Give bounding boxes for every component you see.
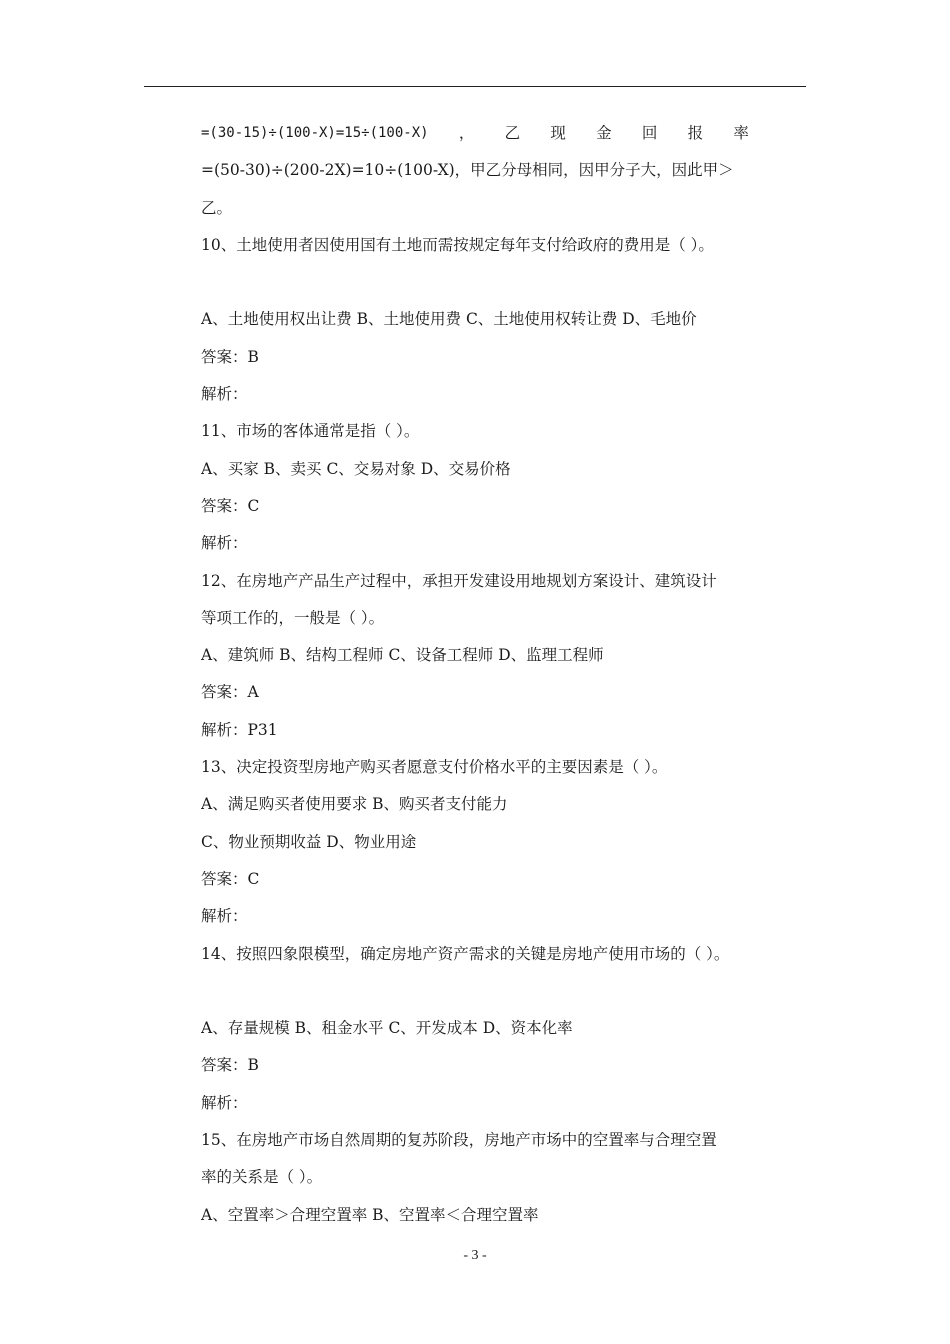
spread-char: 现 [550,124,566,142]
options-13-line-1: A、满足购买者使用要求 B、购买者支付能力 [201,795,508,814]
answer-11: 答案：C [201,496,260,515]
spread-char: 率 [733,124,749,142]
spread-char: 金 [596,124,612,142]
continuation-line-1 [201,115,749,152]
question-10: 10、土地使用者因使用国有土地而需按规定每年支付给政府的费用是（ ）。 [201,235,714,254]
formula-text: =(30-15)÷(100-X)=15÷(100-X) [201,125,429,141]
options-11: A、买家 B、卖买 C、交易对象 D、交易价格 [201,459,511,478]
question-15-line-1: 15、在房地产市场自然周期的复苏阶段，房地产市场中的空置率与合理空置 [201,1131,717,1150]
analysis-11: 解析： [201,534,248,553]
analysis-10: 解析： [201,385,248,404]
question-12-line-2: 等项工作的，一般是（ ）。 [201,608,385,627]
continuation-line-3: 乙。 [201,198,233,217]
document-body [201,115,749,1234]
analysis-12: 解析：P31 [201,720,278,739]
spread-char: ， [458,124,475,142]
question-15-line-2: 率的关系是（ ）。 [201,1168,323,1187]
answer-10: 答案：B [201,347,259,366]
options-15: A、空置率＞合理空置率 B、空置率＜合理空置率 [201,1205,539,1224]
options-14: A、存量规模 B、租金水平 C、开发成本 D、资本化率 [201,1019,573,1038]
answer-14: 答案：B [201,1056,259,1075]
answer-12: 答案：A [201,683,259,702]
header-rule [144,86,806,87]
options-13-line-2: C、物业预期收益 D、物业用途 [201,832,417,851]
options-10: A、土地使用权出让费 B、土地使用费 C、土地使用权转让费 D、毛地价 [201,310,697,329]
analysis-14: 解析： [201,1093,248,1112]
page-number: - 3 - [463,1248,487,1263]
blank-gap [201,264,749,301]
question-11: 11、市场的客体通常是指（ ）。 [201,422,420,441]
options-12: A、建筑师 B、结构工程师 C、设备工程师 D、监理工程师 [201,646,604,665]
spread-char: 乙 [504,124,521,142]
spread-char: 报 [687,124,704,142]
spread-char: 回 [641,124,658,142]
question-12-line-1: 12、在房地产产品生产过程中，承担开发建设用地规划方案设计、建筑设计 [201,571,717,590]
question-14: 14、按照四象限模型，确定房地产资产需求的关键是房地产使用市场的（ ）。 [201,944,730,963]
question-13: 13、决定投资型房地产购买者愿意支付价格水平的主要因素是（ ）。 [201,758,668,777]
answer-13: 答案：C [201,869,260,888]
analysis-13: 解析： [201,907,248,926]
blank-gap [201,973,749,1010]
continuation-line-2: =(50-30)÷(200-2X)=10÷(100-X)，甲乙分母相同，因甲分子大，因此甲＞ [201,161,734,180]
